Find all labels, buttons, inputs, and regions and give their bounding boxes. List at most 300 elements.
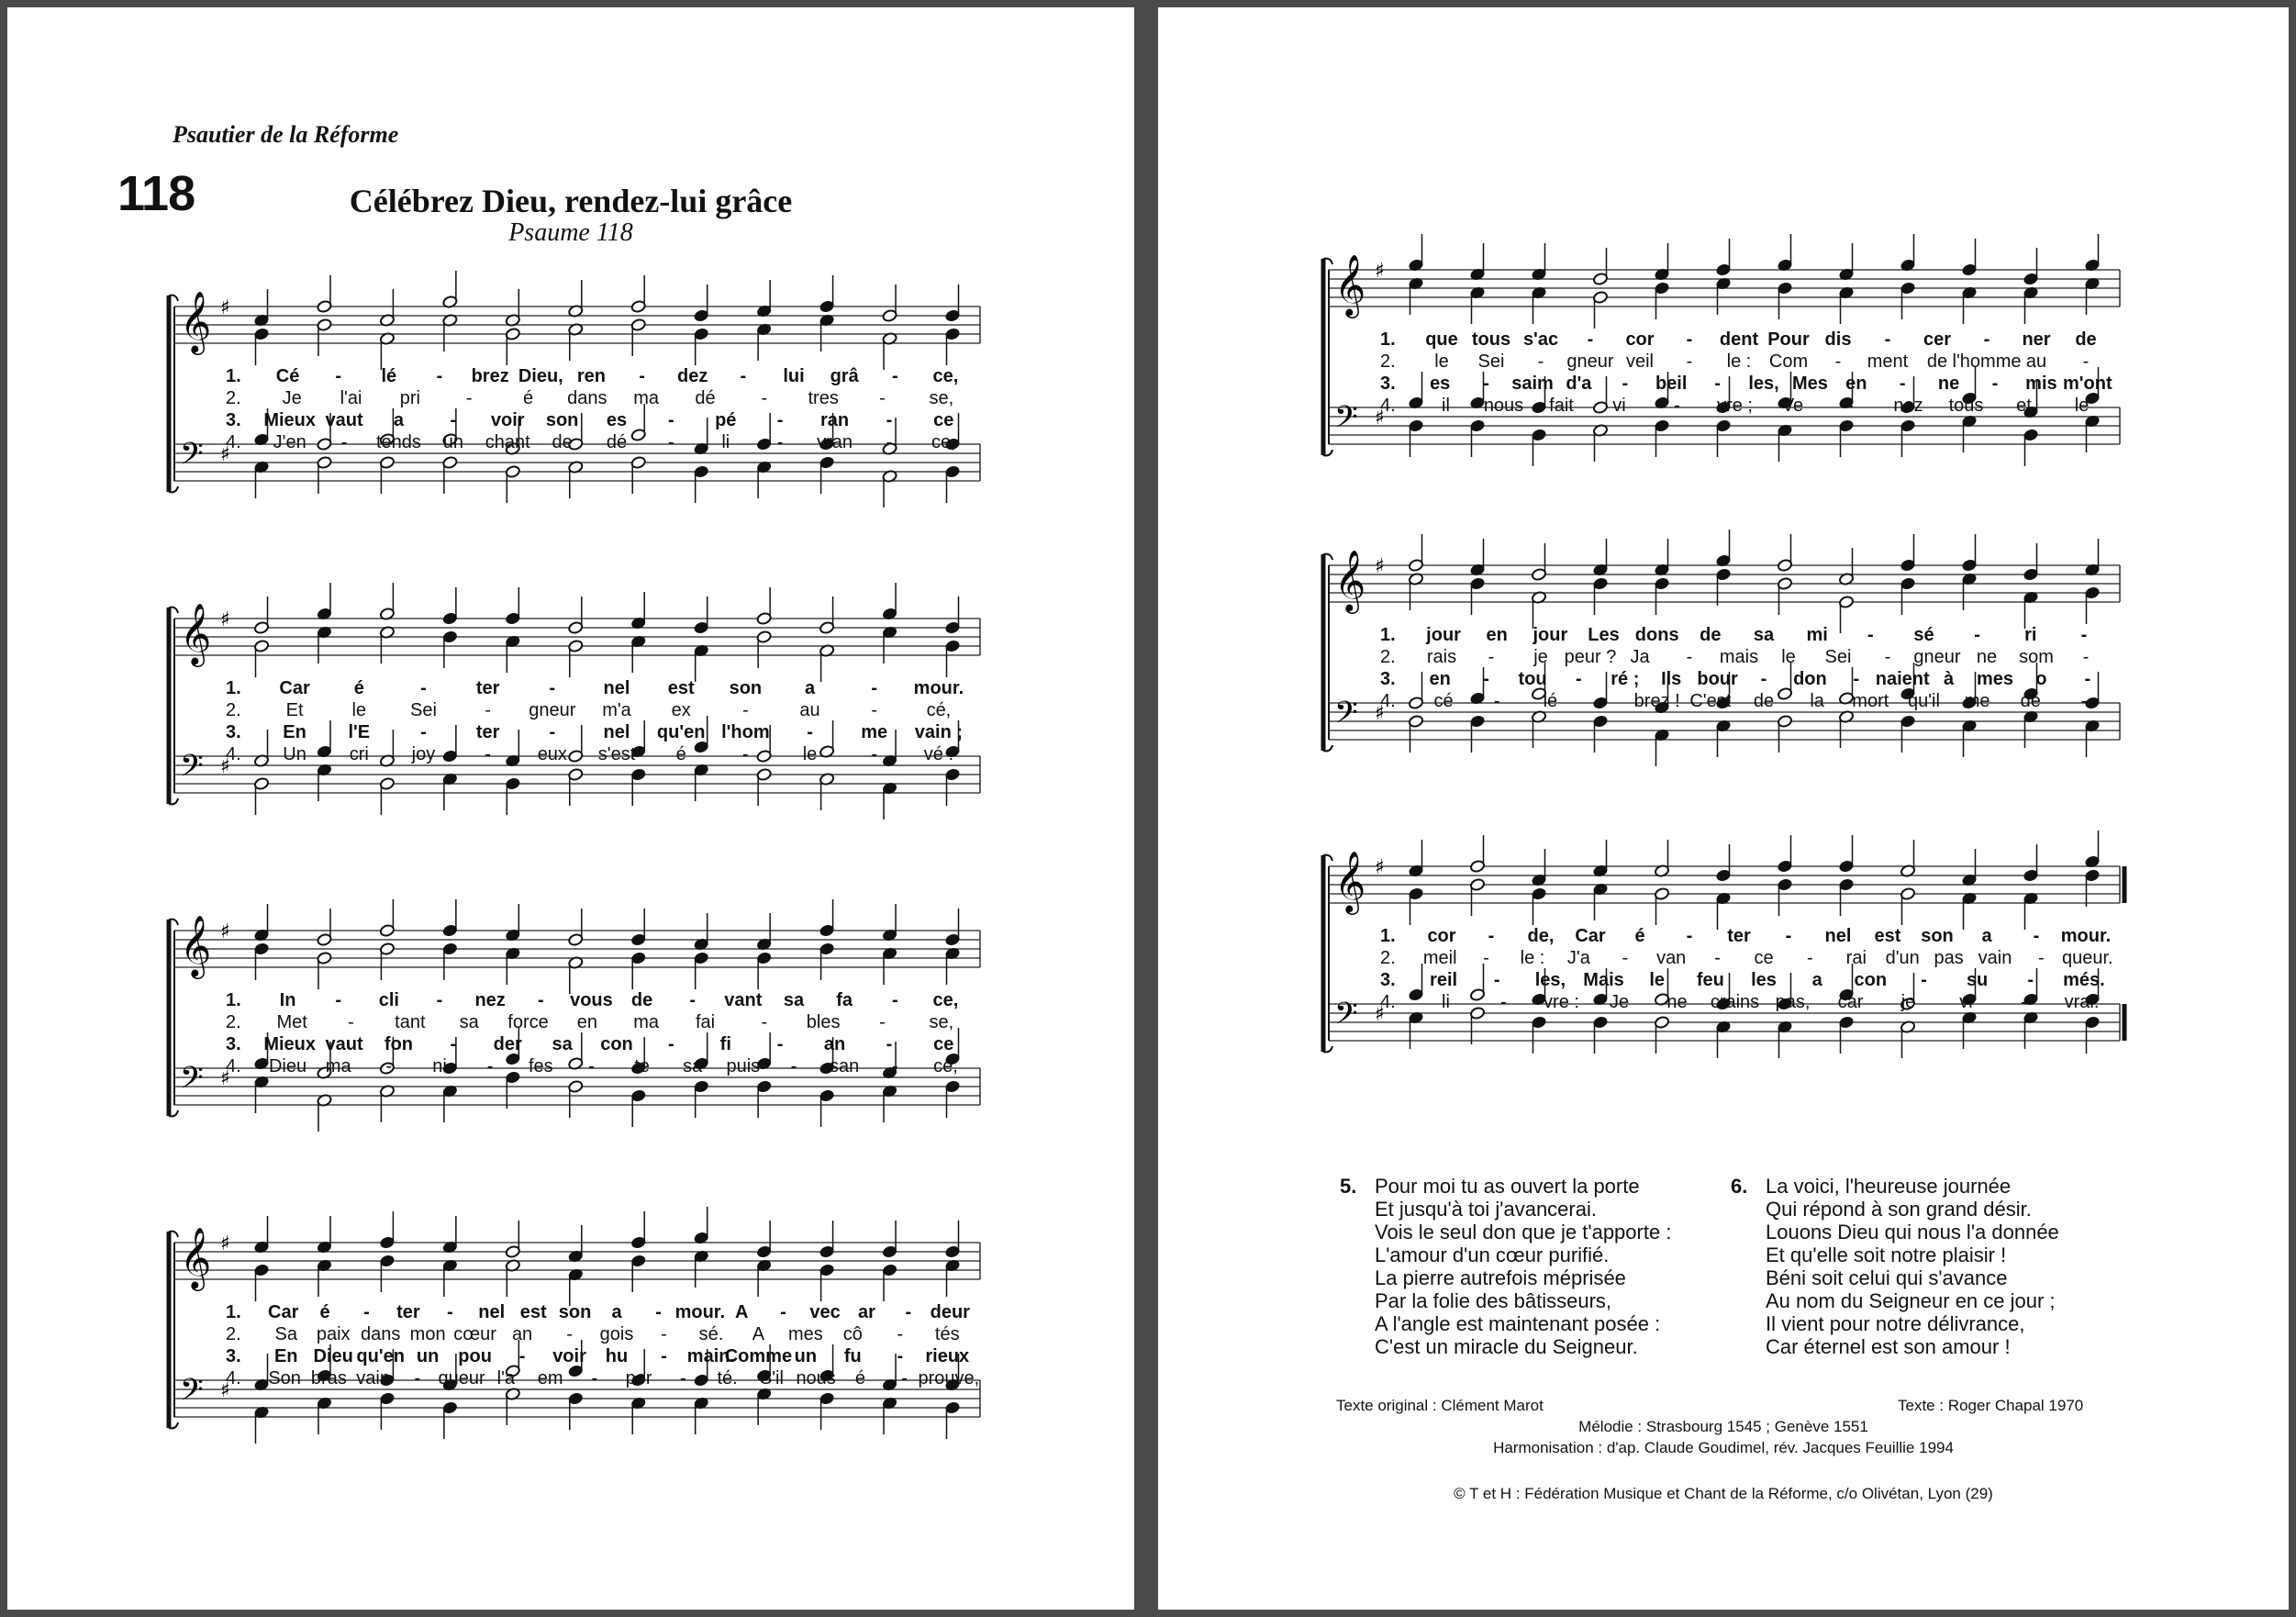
svg-text:♯: ♯ [220, 755, 230, 778]
lyric-syllable: - [776, 432, 784, 452]
verse-number: 2. [226, 700, 241, 720]
lyric-syllable: - [879, 388, 886, 408]
lyric-syllable: nous [796, 1368, 836, 1388]
lyric-syllable: cé, [926, 700, 952, 720]
lyric-syllable: - [742, 744, 749, 764]
lyric-syllable: dé [695, 388, 716, 408]
lyric-syllable: ner [2022, 329, 2051, 350]
lyric-syllable: ce [933, 1034, 954, 1054]
lyric-syllable: queur [438, 1368, 485, 1388]
lyric-syllable: - [591, 1368, 598, 1388]
lyric-syllable: fai [695, 1012, 716, 1032]
lyric-syllable: - [886, 432, 893, 452]
lyric-syllable: ter [1727, 926, 1751, 946]
lyric-syllable: - [2038, 948, 2045, 968]
verse-number: 1. [1380, 926, 1396, 946]
stanza-line: C'est un miracle du Seigneur. [1375, 1335, 1638, 1358]
lyric-syllable: dans [360, 1324, 401, 1344]
lyric-syllable: les, [1534, 970, 1566, 990]
lyric-syllable: - [2027, 970, 2034, 990]
lyric-syllable: le [1434, 351, 1449, 372]
svg-text:♯: ♯ [220, 1067, 230, 1090]
stanza-number: 5. [1340, 1175, 1357, 1198]
lyric-syllable: tous [1948, 396, 1984, 416]
lyric-syllable: - [742, 700, 749, 720]
lyric-syllable: - [1483, 948, 1489, 968]
svg-text:♯: ♯ [220, 443, 230, 466]
lyric-syllable: - [465, 388, 473, 408]
lyric-syllable: - [436, 990, 443, 1010]
lyric-syllable: - [385, 1056, 393, 1076]
lyric-syllable: - [549, 678, 556, 698]
svg-text:𝄞: 𝄞 [180, 602, 212, 664]
lyric-syllable: - [1488, 926, 1495, 946]
lyric-syllable: - [871, 744, 878, 764]
lyric-syllable: ce, [932, 990, 959, 1010]
lyric-syllable: Mieux [263, 1034, 317, 1054]
lyric-syllable: Ja [1630, 647, 1650, 667]
lyric-syllable: puis [726, 1056, 761, 1076]
lyric-syllable: - [886, 410, 893, 430]
verse-number: 4. [226, 1056, 241, 1076]
lyric-syllable: pas [1934, 948, 1964, 968]
lyric-syllable: - [450, 1034, 457, 1054]
stanza-line: A l'angle est maintenant posée : [1375, 1312, 1661, 1335]
lyric-syllable: ce, [932, 366, 959, 386]
lyric-syllable: In [279, 990, 296, 1010]
lyric-syllable: est [667, 678, 695, 698]
lyric-syllable: l'E [348, 722, 371, 742]
verse-number: 4. [226, 744, 241, 764]
lyric-syllable: pé [715, 410, 737, 430]
stanza-line: Par la folie des bâtisseurs, [1375, 1289, 1612, 1312]
lyric-syllable: a [804, 678, 816, 698]
stanza-line: La pierre autrefois méprisée [1375, 1266, 1626, 1289]
lyric-syllable: ran [819, 410, 850, 430]
lyric-syllable: cri [349, 744, 369, 764]
lyric-syllable: brez [471, 366, 509, 386]
svg-text:𝄞: 𝄞 [1334, 850, 1366, 912]
lyric-syllable: mon [409, 1324, 446, 1344]
lyric-syllable: su [1966, 970, 1989, 990]
lyric-syllable: - [1867, 625, 1874, 645]
lyric-syllable: sa [552, 1034, 573, 1054]
lyric-syllable: Ils [1661, 669, 1682, 689]
lyric-syllable: le [351, 700, 367, 720]
lyric-syllable: pas, [1775, 992, 1811, 1012]
lyric-syllable: nel [1824, 926, 1852, 946]
lyric-syllable: li [1442, 992, 1450, 1012]
lyric-syllable: je [1900, 992, 1916, 1012]
lyric-syllable: le : [1520, 948, 1545, 968]
lyric-syllable: Comme [724, 1346, 793, 1366]
lyric-syllable: cô [842, 1324, 863, 1344]
lyric-syllable: m'ont [2062, 374, 2112, 394]
lyric-syllable: voir [490, 410, 525, 430]
lyric-syllable: tou [1518, 669, 1547, 689]
lyric-syllable: em [537, 1368, 563, 1388]
lyric-syllable: fu [843, 1346, 862, 1366]
lyric-syllable: m'a [602, 700, 631, 720]
hymn-title: Célébrez Dieu, rendez-lui grâce [349, 183, 793, 219]
lyric-syllable: - [901, 1368, 908, 1388]
lyric-syllable: - [897, 1346, 904, 1366]
lyric-syllable: Dieu [268, 1056, 307, 1076]
lyric-syllable: - [1760, 669, 1767, 689]
lyric-syllable: En [273, 1346, 298, 1366]
lyric-syllable: - [1674, 396, 1680, 416]
lyric-syllable: cor [1427, 926, 1456, 946]
lyric-syllable: me [1964, 691, 1990, 711]
verse-number: 2. [226, 1324, 241, 1344]
verse-number: 1. [226, 366, 241, 386]
svg-text:♯: ♯ [220, 1379, 230, 1402]
lyric-syllable: deur [930, 1302, 970, 1322]
lyric-syllable: feu [1696, 970, 1724, 990]
lyric-syllable: - [761, 1012, 768, 1032]
credit-copyright: © T et H : Fédération Musique et Chant de la Réforme, c/o Olivétan, Lyon (29) [1454, 1485, 1993, 1502]
lyric-syllable: l'a [496, 1368, 516, 1388]
left-page [7, 7, 1134, 1610]
lyric-syllable: Ve [1781, 396, 1804, 416]
lyric-syllable: pri [399, 388, 420, 408]
svg-text:♯: ♯ [1375, 702, 1385, 725]
lyric-syllable: - [414, 1368, 421, 1388]
lyric-syllable: - [1884, 329, 1891, 350]
lyric-syllable: bles [806, 1012, 841, 1032]
lyric-syllable: gneur [529, 700, 576, 720]
lyric-syllable: ma [633, 1012, 660, 1032]
lyric-syllable: dis [1824, 329, 1852, 350]
lyric-syllable: lé [381, 366, 397, 386]
lyric-syllable: vain ; [914, 722, 964, 742]
lyric-syllable: - [537, 990, 544, 1010]
verse-number: 3. [226, 1034, 241, 1054]
stanza-line: Béni soit celui qui s'avance [1766, 1266, 2008, 1289]
stanza-line: L'amour d'un cœur purifié. [1375, 1243, 1610, 1266]
lyric-syllable: de, [1527, 926, 1555, 946]
lyric-syllable: - [1622, 948, 1629, 968]
lyric-syllable: ter [396, 1302, 420, 1322]
lyric-syllable: bras [310, 1368, 347, 1388]
lyric-syllable: mais [1719, 647, 1759, 667]
lyric-syllable: de [2075, 329, 2097, 350]
lyric-syllable: ce, [931, 432, 956, 452]
lyric-syllable: - [340, 432, 348, 452]
svg-text:♯: ♯ [220, 920, 230, 943]
lyric-syllable: gneur [1913, 647, 1961, 667]
lyric-syllable: - [549, 722, 556, 742]
lyric-syllable: é [319, 1302, 330, 1322]
lyric-syllable: de [1700, 625, 1722, 645]
lyric-syllable: - [1853, 669, 1860, 689]
lyric-syllable: lui [783, 366, 805, 386]
lyric-syllable: d'a [1566, 374, 1592, 394]
stanza-5 [1340, 1175, 1672, 1358]
verse-number: 3. [1380, 374, 1396, 394]
svg-text:𝄢: 𝄢 [180, 437, 204, 479]
lyric-syllable: som [2019, 647, 2054, 667]
lyric-syllable: - [420, 722, 427, 742]
lyric-syllable: - [1834, 351, 1842, 372]
lyric-syllable: tés [934, 1324, 960, 1344]
lyric-syllable: Dieu, [518, 366, 563, 386]
verse-number: 3. [226, 410, 241, 430]
lyric-syllable: - [1991, 374, 1999, 394]
hymn-subtitle: Psaume 118 [508, 218, 633, 247]
lyric-syllable: Mieux [263, 410, 317, 430]
lyric-syllable: - [518, 1346, 526, 1366]
collection-name: Psautier de la Réforme [173, 121, 399, 148]
lyric-syllable: - [1686, 647, 1693, 667]
lyric-syllable: ne [1666, 992, 1688, 1012]
lyric-syllable: l'homme [1952, 351, 2022, 372]
lyric-syllable: fi [719, 1034, 731, 1054]
lyric-syllable: nel [603, 722, 630, 742]
lyric-syllable: nez [1893, 396, 1923, 416]
verse-number: 2. [226, 1012, 241, 1032]
verse-number: 1. [226, 678, 241, 698]
lyric-syllable: sa [783, 990, 805, 1010]
lyric-syllable: - [891, 1056, 898, 1076]
lyric-syllable: le [2074, 396, 2090, 416]
lyric-syllable: - [1493, 970, 1500, 990]
lyric-syllable: Je [282, 388, 302, 408]
lyric-syllable: - [1500, 992, 1507, 1012]
lyric-syllable: son [545, 410, 579, 430]
lyric-syllable: cer [1923, 329, 1952, 350]
lyric-syllable: - [1974, 625, 1980, 645]
lyric-syllable: vé : [923, 744, 954, 764]
svg-text:𝄢: 𝄢 [1334, 997, 1358, 1039]
lyric-syllable: - [363, 1302, 370, 1322]
lyric-syllable: Mes [1791, 374, 1828, 394]
lyric-syllable: dé [606, 432, 628, 452]
lyric-syllable: prouve, [918, 1368, 980, 1388]
lyric-syllable: més. [2063, 970, 2105, 990]
lyric-syllable: nel [603, 678, 630, 698]
lyric-syllable: En [283, 722, 307, 742]
svg-text:♯: ♯ [220, 608, 230, 631]
lyric-syllable: - [588, 1056, 595, 1076]
lyric-syllable: - [740, 366, 747, 386]
verse-number: 2. [1380, 647, 1396, 667]
lyric-syllable: - [871, 700, 878, 720]
verse-number: 3. [226, 722, 241, 742]
lyric-syllable: C'est [1689, 691, 1732, 711]
stanza-line: Vois le seul don que je t'apporte : [1375, 1221, 1672, 1243]
lyric-syllable: brez ! [1633, 691, 1680, 711]
lyric-syllable: la [1810, 691, 1824, 711]
lyric-syllable: - [689, 990, 697, 1010]
verse-number: 3. [226, 1346, 241, 1366]
stanza-number: 6. [1731, 1175, 1748, 1198]
svg-text:♯: ♯ [1375, 1003, 1385, 1026]
lyric-syllable: il [1442, 396, 1450, 416]
lyric-syllable: - [639, 366, 645, 386]
lyric-syllable: un [416, 1346, 440, 1366]
verse-number: 3. [1380, 669, 1396, 689]
lyric-syllable: - [485, 744, 491, 764]
lyric-syllable: gois [599, 1324, 634, 1344]
lyric-syllable: de [1926, 351, 1948, 372]
lyric-syllable: con [1854, 970, 1888, 990]
lyric-syllable: vec [809, 1302, 841, 1322]
lyric-syllable: Com [1768, 351, 1809, 372]
lyric-syllable: en [576, 1012, 597, 1032]
lyric-syllable: de [630, 990, 653, 1010]
lyric-syllable: Je [1609, 992, 1630, 1012]
credit-melody: Mélodie : Strasbourg 1545 ; Genève 1551 [1578, 1418, 1868, 1435]
lyric-syllable: - [447, 1302, 453, 1322]
lyric-syllable: - [1686, 329, 1693, 350]
stanza-line: Et qu'elle soit notre plaisir ! [1766, 1243, 2007, 1266]
lyric-syllable: un [794, 1346, 818, 1366]
lyric-syllable: vain [1978, 948, 2012, 968]
lyric-syllable: Sei [1824, 647, 1852, 667]
lyric-syllable: nel [478, 1302, 506, 1322]
lyric-syllable: dans [567, 388, 607, 408]
lyric-syllable: Pour [1767, 329, 1810, 350]
lyric-syllable: - [1884, 647, 1891, 667]
lyric-syllable: hu [605, 1346, 629, 1366]
lyric-syllable: mes [1976, 669, 2014, 689]
music-system [1158, 529, 2147, 767]
lyric-syllable: dons [1634, 625, 1679, 645]
svg-text:♯: ♯ [220, 1232, 230, 1255]
lyric-syllable: - [2021, 992, 2027, 1012]
lyric-syllable: mes [787, 1324, 823, 1344]
lyric-syllable: J'en [273, 432, 307, 452]
lyric-syllable: tends [375, 432, 421, 452]
lyric-syllable: dé [2020, 691, 2041, 711]
lyric-syllable: de [1753, 691, 1775, 711]
lyric-syllable: san [830, 1056, 860, 1076]
lyric-syllable: - [2082, 647, 2090, 667]
lyric-syllable: o [2035, 669, 2047, 689]
lyric-syllable: le [802, 744, 818, 764]
lyric-syllable: a [1811, 970, 1822, 990]
lyric-syllable: - [668, 1034, 674, 1054]
lyric-syllable: vi [1959, 992, 1973, 1012]
lyric-syllable: rais [1426, 647, 1457, 667]
lyric-syllable: les [1751, 970, 1777, 990]
lyric-syllable: - [776, 410, 784, 430]
lyric-syllable: fait [1549, 396, 1574, 416]
lyric-syllable: ter [475, 678, 500, 698]
lyric-syllable: don [1793, 669, 1827, 689]
lyric-syllable: ter [475, 722, 500, 742]
lyric-syllable: - [1714, 948, 1721, 968]
lyric-syllable: - [780, 1302, 786, 1322]
lyric-syllable: mi [1806, 625, 1828, 645]
credit-text: Texte : Roger Chapal 1970 [1898, 1397, 2084, 1414]
lyric-syllable: tant [395, 1012, 426, 1032]
lyric-syllable: mour. [2060, 926, 2112, 946]
lyric-syllable: beil [1655, 374, 1688, 394]
lyric-syllable: - [2080, 691, 2088, 711]
lyric-syllable: le [1649, 970, 1666, 990]
lyric-syllable: ce [933, 410, 954, 430]
lyric-syllable: au [799, 700, 820, 720]
lyric-syllable: meil [1422, 948, 1457, 968]
lyric-syllable: mour. [913, 678, 964, 698]
lyric-syllable: mis [2025, 374, 2057, 394]
lyric-syllable: nous [1483, 396, 1524, 416]
lyric-syllable: au [2025, 351, 2047, 372]
lyric-syllable: Un [283, 744, 307, 764]
lyric-syllable: - [335, 366, 342, 386]
lyric-syllable: son [558, 1302, 592, 1322]
svg-text:𝄢: 𝄢 [180, 1061, 204, 1103]
lyric-syllable: l'hom [721, 722, 770, 742]
verse-number: 2. [1380, 351, 1396, 372]
lyric-syllable: ma [633, 388, 660, 408]
verse-number: 1. [226, 990, 241, 1010]
lyric-syllable: ne [1976, 647, 1998, 667]
lyric-syllable: con [600, 1034, 633, 1054]
svg-text:𝄢: 𝄢 [180, 1373, 204, 1415]
lyric-syllable: é [353, 678, 364, 698]
lyric-syllable: les, [1748, 374, 1779, 394]
stanza-line: Pour moi tu as ouvert la porte [1375, 1175, 1640, 1198]
lyric-syllable: nez [474, 990, 506, 1010]
lyric-syllable: est [1874, 926, 1901, 946]
svg-text:♯: ♯ [220, 296, 230, 319]
lyric-syllable: mort [1852, 691, 1889, 711]
stanza-6 [1731, 1175, 2059, 1358]
lyric-syllable: é [675, 744, 686, 764]
verse-number: 4. [226, 432, 241, 452]
lyric-syllable: a [393, 410, 405, 430]
lyric-syllable: - [1493, 691, 1500, 711]
lyric-syllable: Et [285, 700, 304, 720]
verse-number: 3. [1380, 970, 1396, 990]
stanza-line: Il vient pour notre délivrance, [1766, 1312, 2025, 1335]
lyric-syllable: fon [384, 1034, 413, 1054]
svg-text:♯: ♯ [1375, 407, 1385, 429]
svg-text:𝄢: 𝄢 [1334, 400, 1358, 442]
lyric-syllable: sé. [698, 1324, 724, 1344]
lyric-syllable: ce, [933, 1056, 958, 1076]
lyric-syllable: fa [836, 990, 853, 1010]
lyric-syllable: ne [1937, 374, 1960, 394]
verse-number: 4. [226, 1368, 241, 1388]
verse-number: 4. [1380, 396, 1396, 416]
lyric-syllable: es [606, 410, 628, 430]
lyric-syllable: ar [858, 1302, 875, 1322]
lyric-syllable: - [1622, 374, 1629, 394]
lyric-syllable: Met [276, 1012, 307, 1032]
lyric-syllable: rai [1845, 948, 1867, 968]
lyric-syllable: Sa [274, 1324, 297, 1344]
lyric-syllable: qu'en [656, 722, 706, 742]
lyric-syllable: eux [537, 744, 567, 764]
lyric-syllable: tous [1471, 329, 1511, 350]
lyric-syllable: lé [1543, 691, 1558, 711]
lyric-syllable: - [1807, 948, 1813, 968]
lyric-syllable: - [335, 990, 342, 1010]
lyric-syllable: cœur [453, 1324, 496, 1344]
lyric-syllable: le : [1726, 351, 1752, 372]
verse-number: 1. [226, 1302, 241, 1322]
lyric-syllable: Car [1575, 926, 1606, 946]
lyric-syllable: main. [686, 1346, 736, 1366]
lyric-syllable: veil [1625, 351, 1655, 372]
lyric-syllable: - [891, 990, 898, 1010]
lyric-syllable: vi [1612, 396, 1626, 416]
lyric-syllable: à [1944, 669, 1955, 689]
